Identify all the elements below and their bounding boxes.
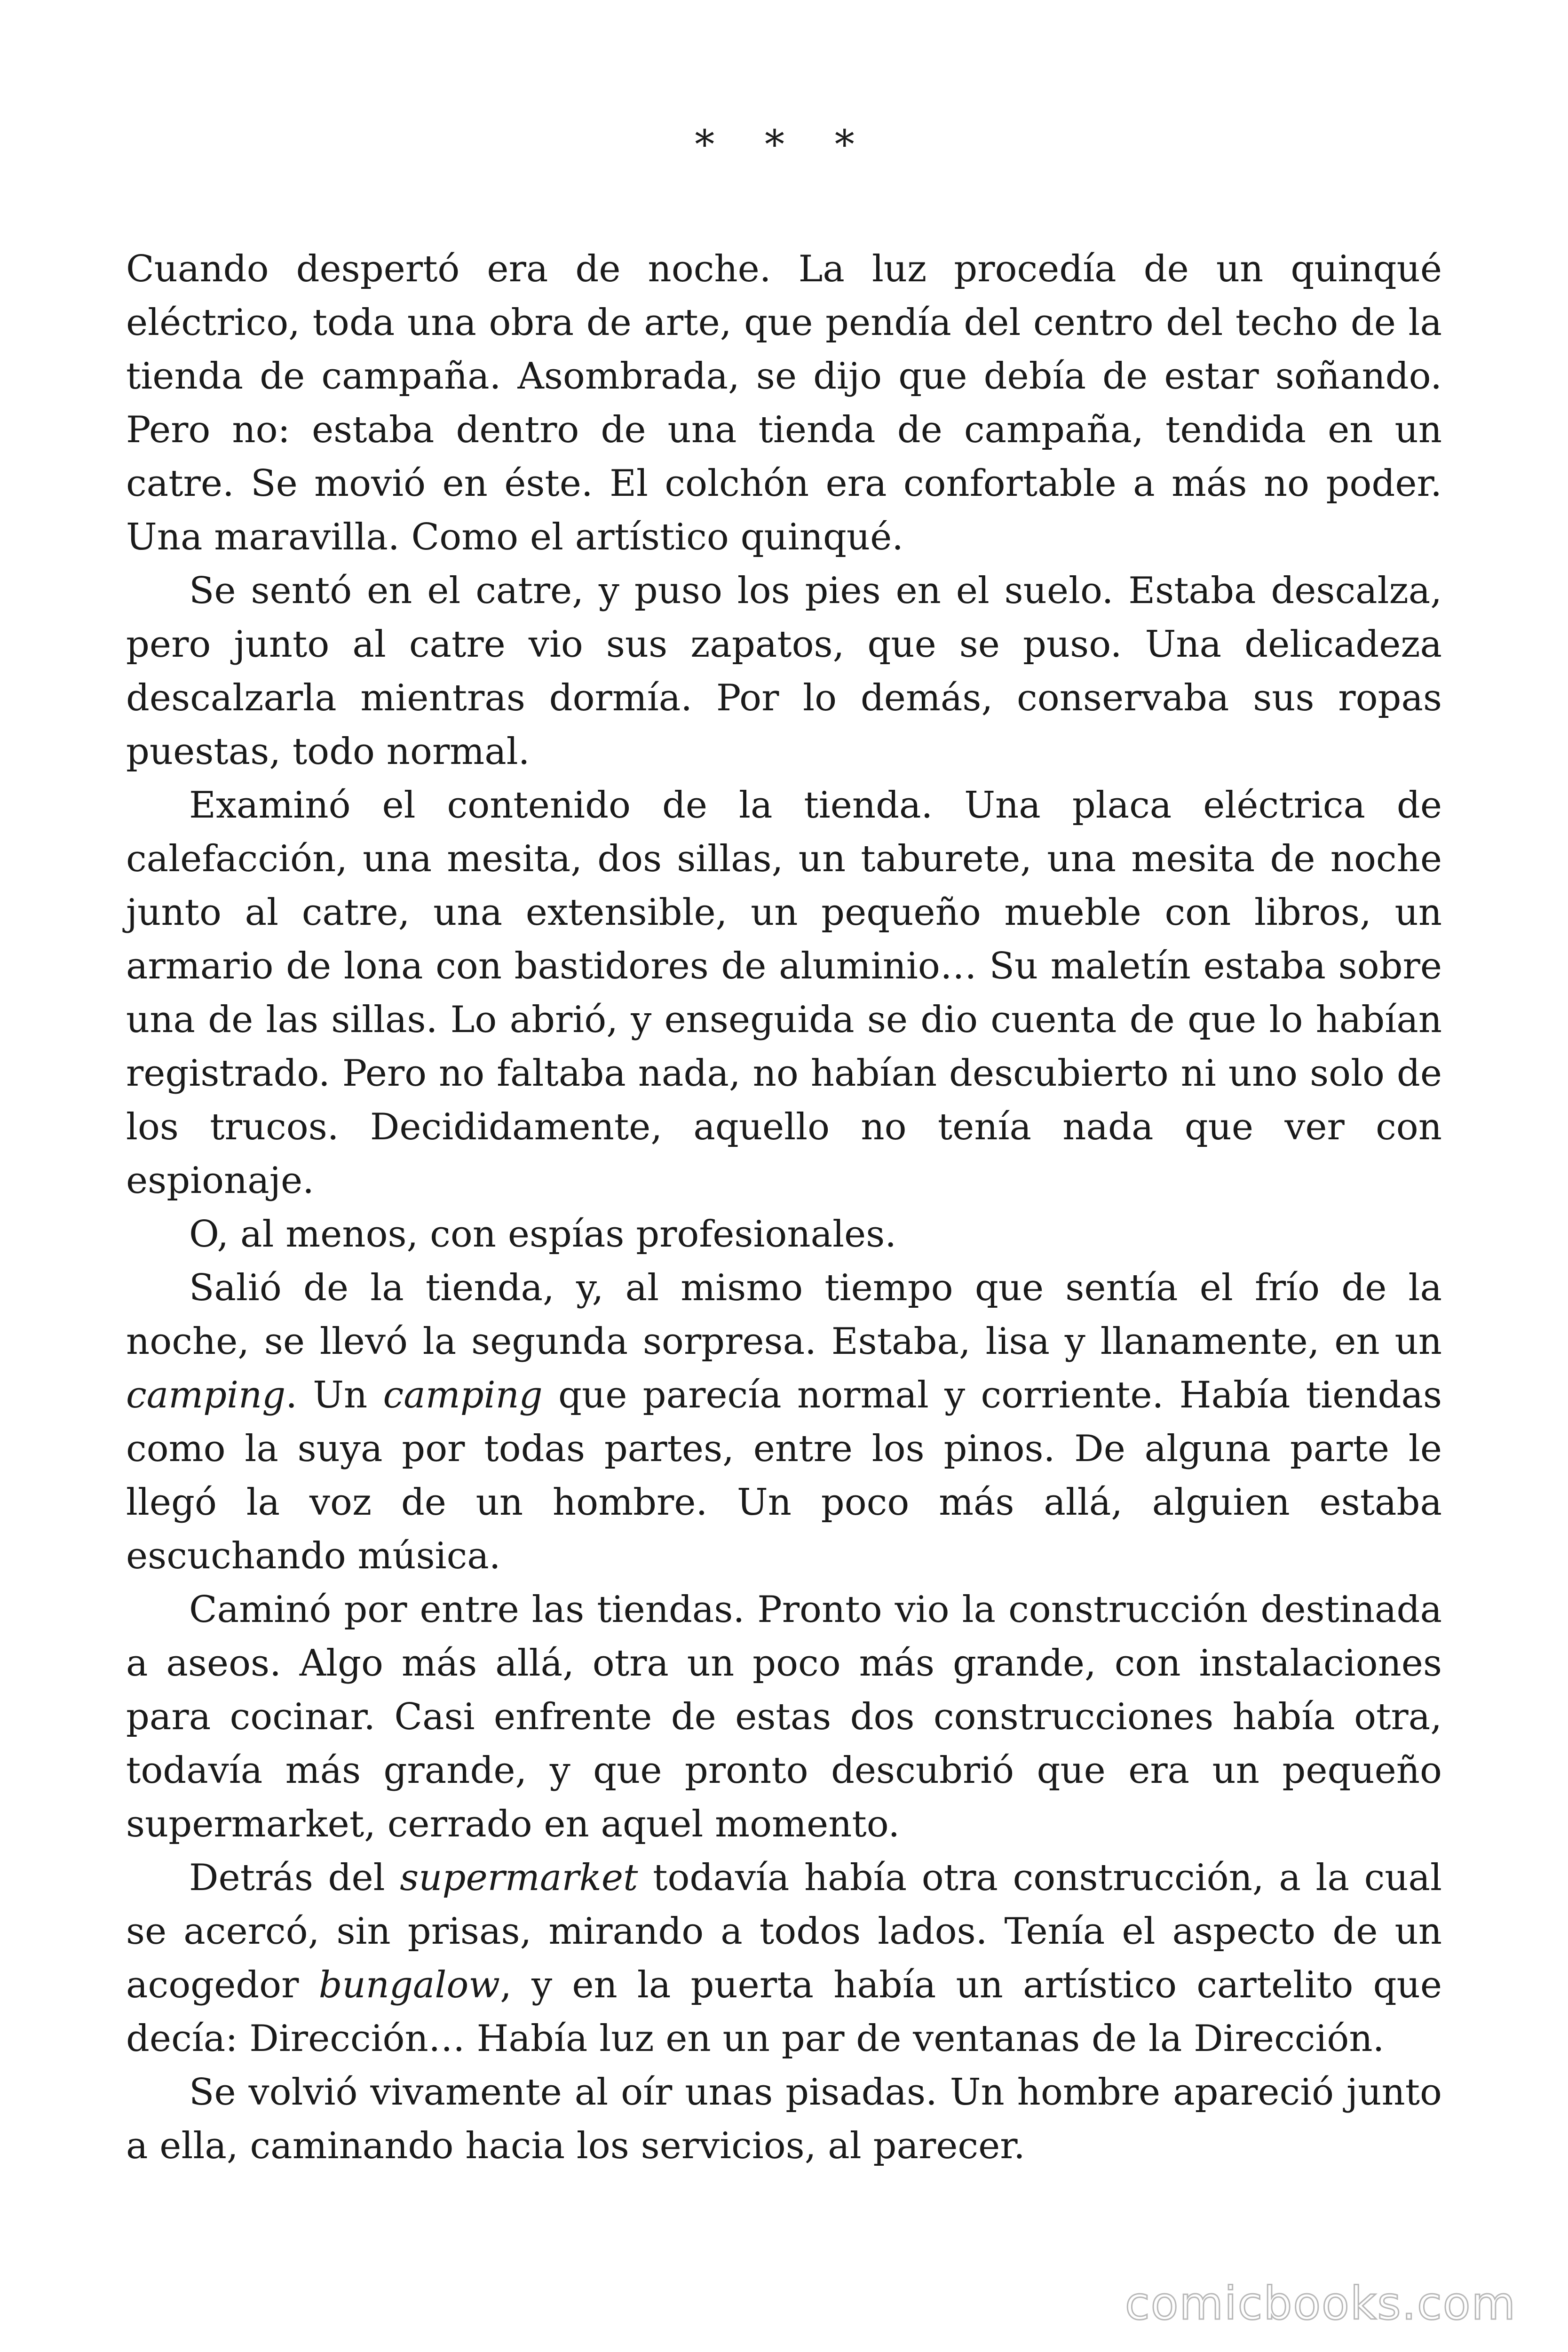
italic-text: camping [383,1374,543,1416]
paragraph [126,564,1442,779]
paragraph-text: , y en la puerta había un artístico cartelito que decía: Dirección… Había luz en un par de ventanas de la Dirección. [126,1964,1442,2060]
paragraph-text: O, al menos, con espías profesionales. [189,1213,897,1255]
paragraph-text: Examinó el contenido de la tienda. Una placa eléctrica de calefacción, una mesita, dos sillas, un taburete, una mesita de noche junto al catre, una extensible, un pequeño mueble con libros, un armario de lona con bastidores de aluminio… Su maletín estaba sobre una de las sillas. Lo abrió, y enseguida se dio cuenta de que lo habían registrado. Pero no faltaba nada, no habían descubierto ni uno solo de los trucos. Decididamente, aquello no tenía nada que ver con espionaje. [126,784,1442,1202]
paragraph [126,779,1442,1208]
paragraph-text: Cuando despertó era de noche. La luz procedía de un quinqué eléctrico, toda una obra de arte, que pendía del centro del techo de la tienda de campaña. Asombrada, se dijo que debía de estar soñando. Pero no: estaba dentro de una tienda de campaña, tendida en un catre. Se movió en éste. El colchón era confortable a más no poder. Una maravilla. Como el artístico quinqué. [126,248,1442,558]
paragraph [126,242,1442,564]
italic-text: bungalow [318,1964,500,2006]
paragraph-text: todavía había otra construcción, a la cual se acercó, sin prisas, mirando a todos lados. Tenía el aspecto de un acogedor [126,1857,1442,2006]
paragraph [126,2066,1442,2173]
paragraph [126,1583,1442,1851]
paragraph [126,1261,1442,1583]
body-text [126,242,1442,2173]
italic-text: supermarket [400,1857,638,1899]
paragraph-text: Se volvió vivamente al oír unas pisadas. Un hombre apareció junto a ella, caminando hacia los servicios, al parecer. [126,2071,1442,2167]
paragraph [126,1208,1442,1261]
paragraph-text: Salió de la tienda, y, al mismo tiempo que sentía el frío de la noche, se llevó la segunda sorpresa. Estaba, lisa y llanamente, en un [126,1267,1442,1363]
italic-text: camping [126,1374,286,1416]
paragraph [126,1851,1442,2066]
paragraph-text: que parecía normal y corriente. Había tiendas como la suya por todas partes, entre los pinos. De alguna parte le llegó la voz de un hombre. Un poco más allá, alguien estaba escuchando música. [126,1374,1442,1577]
paragraph-text: Detrás del [189,1857,400,1899]
paragraph-text: Se sentó en el catre, y puso los pies en el suelo. Estaba descalza, pero junto al catre vio sus zapatos, que se puso. Una delicadeza descalzarla mientras dormía. Por lo demás, conservaba sus ropas puestas, todo normal. [126,570,1442,773]
paragraph-text: Caminó por entre las tiendas. Pronto vio la construcción destinada a aseos. Algo más allá, otra un poco más grande, con instalaciones para cocinar. Casi enfrente de estas dos construcciones había otra, todavía más grande, y que pronto descubrió que era un pequeño supermarket, cerrado en aquel momento. [126,1589,1442,1845]
watermark: comicbooks.com [1125,2277,1516,2330]
scene-separator: * * * [695,121,873,167]
paragraph-text: . Un [285,1374,383,1416]
